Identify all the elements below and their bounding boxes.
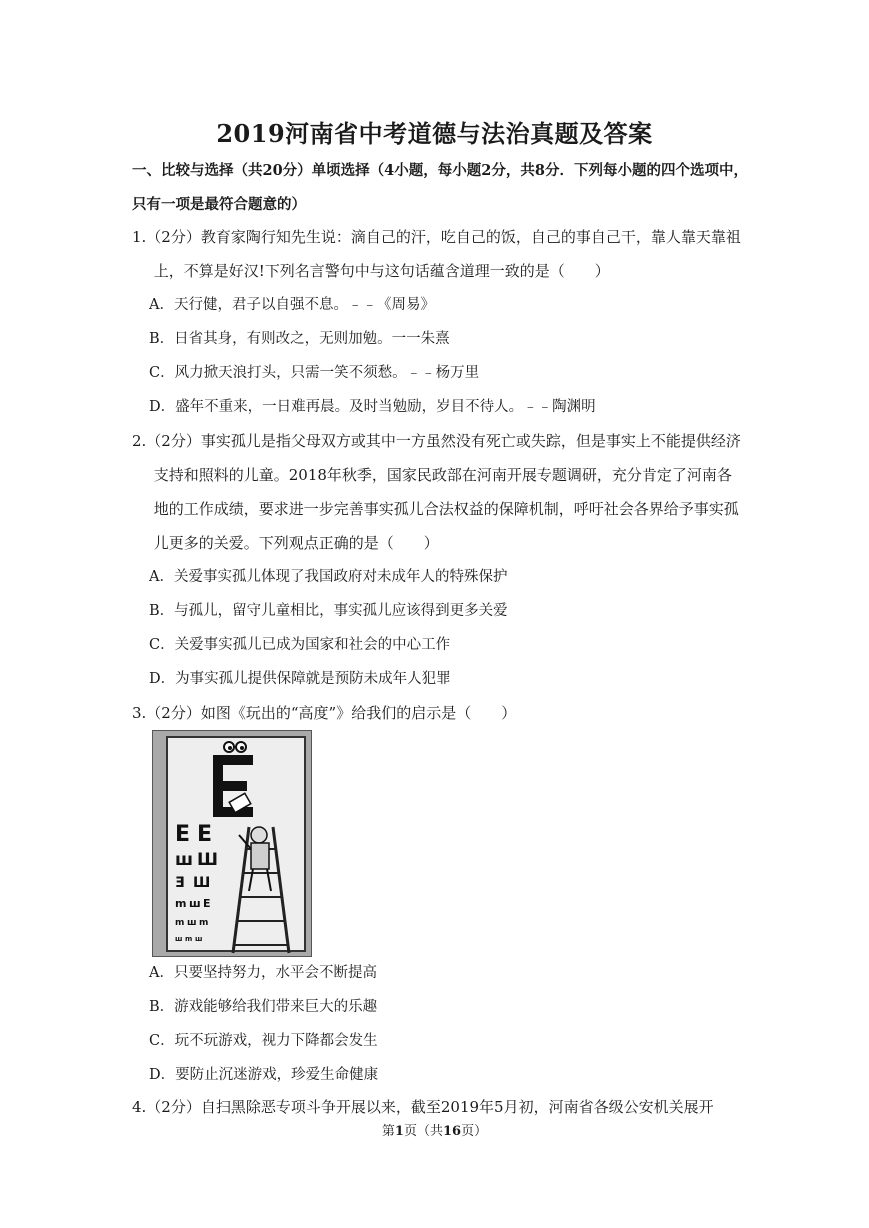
question-stem: 3.（2分）如图《玩出的“高度”》给我们的启示是（ ） xyxy=(132,704,517,722)
svg-text:m: m xyxy=(175,918,185,928)
option-d: D．盛年不重来，一日难再晨。及时当勉励，岁目不待人。﹣﹣陶渊明 xyxy=(149,399,596,415)
current-page-number: 1 xyxy=(394,1124,404,1139)
option-d: D．要防止沉迷游戏，珍爱生命健康 xyxy=(149,1067,379,1083)
svg-text:ш: ш xyxy=(175,935,183,943)
svg-text:m: m xyxy=(175,897,187,910)
eye-chart-illustration xyxy=(153,731,311,956)
footer-prefix: 第 xyxy=(381,1124,395,1139)
svg-text:ш: ш xyxy=(195,935,203,943)
option-a: A．天行健，君子以自强不息。﹣﹣《周易》 xyxy=(149,297,435,313)
svg-text:ш: ш xyxy=(175,850,194,870)
question-stem: 4.（2分）自扫黑除恶专项斗争开展以来，截至2019年5月初，河南省各级公安机关展开 xyxy=(132,1098,714,1116)
option-a: A．关爱事实孤儿体现了我国政府对未成年人的特殊保护 xyxy=(149,569,508,585)
question-2 xyxy=(132,424,742,696)
option-c: C．风力掀天浪打头，只需一笑不须愁。﹣﹣杨万里 xyxy=(149,365,480,381)
svg-text:E: E xyxy=(203,897,211,910)
option-b: B．游戏能够给我们带来巨大的乐趣 xyxy=(149,999,378,1015)
svg-text:E: E xyxy=(175,822,191,847)
svg-text:Ш: Ш xyxy=(197,850,219,870)
option-c: C．玩不玩游戏，视力下降都会发生 xyxy=(149,1033,378,1049)
svg-text:Ш: Ш xyxy=(193,875,211,891)
question-3-options xyxy=(132,956,742,1092)
total-page-count: 16 xyxy=(442,1124,462,1139)
question-1 xyxy=(132,220,742,424)
option-a: A．只要坚持努力，水平会不断提高 xyxy=(149,965,377,981)
question-stem: 2.（2分）事实孤儿是指父母双方或其中一方虽然没有死亡或失踪，但是事实上不能提供经济支持和照料的儿童。2018年秋季，国家民政部在河南开展专题调研，充分肯定了河南各地的工作成绩，要求进一步完善事实孤儿合法权益的保障机制，呼吁社会各界给予事实孤儿更多的关爱。下列观点正确的是（ ） xyxy=(132,432,741,552)
question-3 xyxy=(132,696,742,730)
option-b: B．与孤儿，留守儿童相比，事实孤儿应该得到更多关爱 xyxy=(149,603,508,619)
svg-text:E: E xyxy=(197,822,213,847)
option-c: C．关爱事实孤儿已成为国家和社会的中心工作 xyxy=(149,637,451,653)
section-heading: 一、比较与选择（共20分）单顷选择（4小题，每小题2分，共8分．下列每小题的四个选项中，只有一项是最符合题意的） xyxy=(132,162,748,213)
question-stem: 1.（2分）教育家陶行知先生说：滴自己的汗，吃自己的饭，自己的事自己干，靠人靠天靠祖上，不算是好汉!下列名言警句中与这句话蕴含道理一致的是（ ） xyxy=(132,228,741,280)
svg-text:m: m xyxy=(185,935,193,943)
svg-text:ш: ш xyxy=(189,897,201,910)
svg-text:m: m xyxy=(199,918,209,928)
eye-chart-cartoon-image xyxy=(152,730,312,957)
option-d: D．为事实孤儿提供保障就是预防未成年人犯罪 xyxy=(149,671,451,687)
question-4 xyxy=(132,1094,742,1120)
footer-suffix: 页） xyxy=(461,1124,488,1139)
svg-text:ш: ш xyxy=(187,918,197,928)
option-b: B．日省其身，有则改之，无则加勉。一一朱熹 xyxy=(149,331,450,347)
svg-text:Ǝ: Ǝ xyxy=(175,875,185,891)
document-title: 2019河南省中考道德与法治真题及答案 xyxy=(216,119,653,148)
footer-mid: 页（共 xyxy=(403,1124,443,1139)
page-footer xyxy=(0,1120,869,1139)
